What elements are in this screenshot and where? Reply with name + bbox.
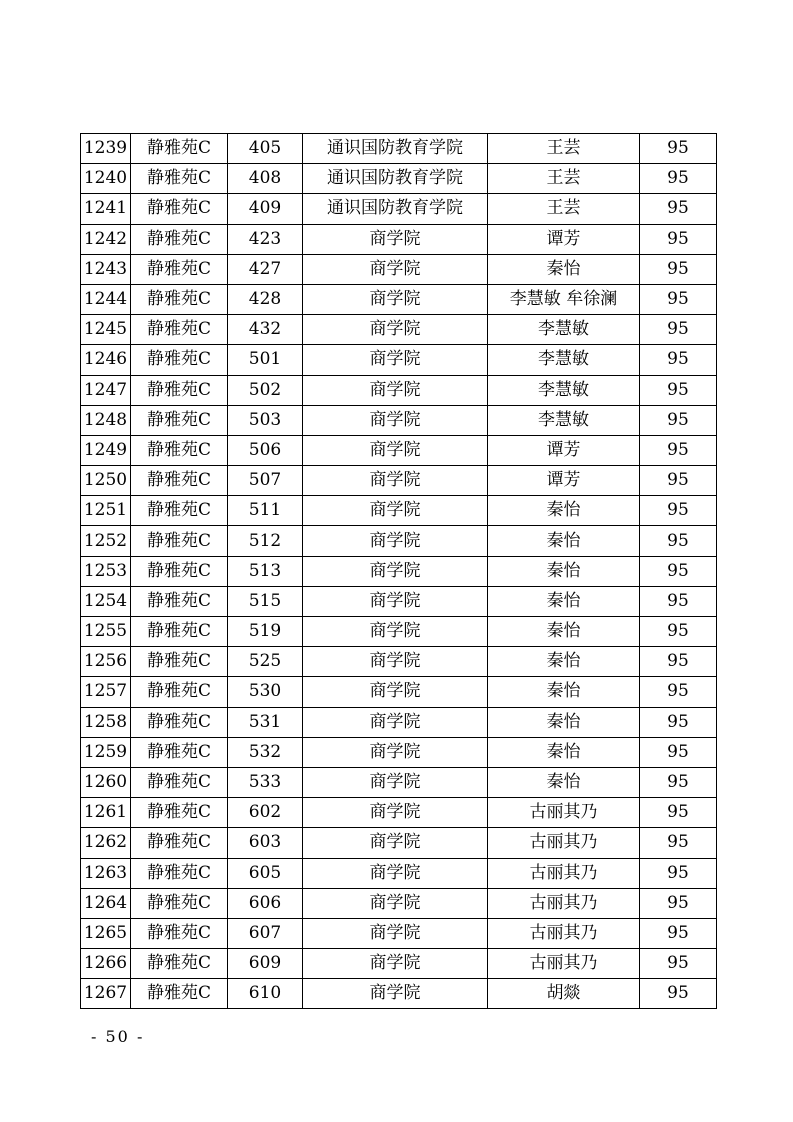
table-row bbox=[81, 707, 717, 737]
building-cell: 静雅苑C bbox=[131, 405, 228, 435]
score-cell: 95 bbox=[640, 647, 717, 677]
building-cell: 静雅苑C bbox=[131, 828, 228, 858]
building-cell: 静雅苑C bbox=[131, 315, 228, 345]
counselor-cell: 王芸 bbox=[488, 194, 640, 224]
table-row bbox=[81, 375, 717, 405]
room-cell: 519 bbox=[228, 617, 303, 647]
counselor-cell: 谭芳 bbox=[488, 435, 640, 465]
table-row bbox=[81, 345, 717, 375]
table-row bbox=[81, 617, 717, 647]
table-row bbox=[81, 435, 717, 465]
college-cell: 商学院 bbox=[303, 466, 488, 496]
room-cell: 405 bbox=[228, 134, 303, 164]
row-number-cell: 1265 bbox=[81, 918, 131, 948]
row-number-cell: 1240 bbox=[81, 164, 131, 194]
building-cell: 静雅苑C bbox=[131, 979, 228, 1009]
row-number-cell: 1257 bbox=[81, 677, 131, 707]
table-row bbox=[81, 647, 717, 677]
room-cell: 609 bbox=[228, 949, 303, 979]
table-row bbox=[81, 586, 717, 616]
building-cell: 静雅苑C bbox=[131, 586, 228, 616]
counselor-cell: 王芸 bbox=[488, 134, 640, 164]
row-number-cell: 1250 bbox=[81, 466, 131, 496]
score-cell: 95 bbox=[640, 556, 717, 586]
table-row bbox=[81, 466, 717, 496]
row-number-cell: 1256 bbox=[81, 647, 131, 677]
table-row bbox=[81, 828, 717, 858]
score-cell: 95 bbox=[640, 405, 717, 435]
building-cell: 静雅苑C bbox=[131, 707, 228, 737]
room-cell: 502 bbox=[228, 375, 303, 405]
table-row bbox=[81, 405, 717, 435]
room-cell: 408 bbox=[228, 164, 303, 194]
college-cell: 商学院 bbox=[303, 949, 488, 979]
counselor-cell: 秦怡 bbox=[488, 254, 640, 284]
room-cell: 605 bbox=[228, 858, 303, 888]
score-cell: 95 bbox=[640, 979, 717, 1009]
college-cell: 商学院 bbox=[303, 556, 488, 586]
room-cell: 432 bbox=[228, 315, 303, 345]
college-cell: 商学院 bbox=[303, 254, 488, 284]
room-cell: 532 bbox=[228, 737, 303, 767]
building-cell: 静雅苑C bbox=[131, 617, 228, 647]
table-row bbox=[81, 526, 717, 556]
college-cell: 通识国防教育学院 bbox=[303, 194, 488, 224]
college-cell: 商学院 bbox=[303, 647, 488, 677]
college-cell: 商学院 bbox=[303, 677, 488, 707]
score-cell: 95 bbox=[640, 254, 717, 284]
college-cell: 商学院 bbox=[303, 526, 488, 556]
room-cell: 427 bbox=[228, 254, 303, 284]
college-cell: 商学院 bbox=[303, 828, 488, 858]
building-cell: 静雅苑C bbox=[131, 224, 228, 254]
college-cell: 商学院 bbox=[303, 737, 488, 767]
college-cell: 通识国防教育学院 bbox=[303, 134, 488, 164]
counselor-cell: 秦怡 bbox=[488, 677, 640, 707]
building-cell: 静雅苑C bbox=[131, 556, 228, 586]
score-cell: 95 bbox=[640, 526, 717, 556]
counselor-cell: 李慧敏 bbox=[488, 345, 640, 375]
college-cell: 商学院 bbox=[303, 345, 488, 375]
table-row bbox=[81, 949, 717, 979]
building-cell: 静雅苑C bbox=[131, 888, 228, 918]
score-cell: 95 bbox=[640, 466, 717, 496]
college-cell: 商学院 bbox=[303, 979, 488, 1009]
row-number-cell: 1263 bbox=[81, 858, 131, 888]
building-cell: 静雅苑C bbox=[131, 134, 228, 164]
table-row bbox=[81, 496, 717, 526]
row-number-cell: 1260 bbox=[81, 767, 131, 797]
table-row bbox=[81, 194, 717, 224]
table-row bbox=[81, 556, 717, 586]
row-number-cell: 1262 bbox=[81, 828, 131, 858]
counselor-cell: 秦怡 bbox=[488, 647, 640, 677]
college-cell: 商学院 bbox=[303, 767, 488, 797]
counselor-cell: 古丽其乃 bbox=[488, 798, 640, 828]
college-cell: 商学院 bbox=[303, 284, 488, 314]
counselor-cell: 秦怡 bbox=[488, 737, 640, 767]
score-cell: 95 bbox=[640, 194, 717, 224]
building-cell: 静雅苑C bbox=[131, 496, 228, 526]
counselor-cell: 古丽其乃 bbox=[488, 888, 640, 918]
row-number-cell: 1246 bbox=[81, 345, 131, 375]
counselor-cell: 秦怡 bbox=[488, 526, 640, 556]
college-cell: 通识国防教育学院 bbox=[303, 164, 488, 194]
score-cell: 95 bbox=[640, 134, 717, 164]
dormitory-score-table bbox=[80, 133, 717, 1009]
counselor-cell: 李慧敏 bbox=[488, 315, 640, 345]
score-cell: 95 bbox=[640, 798, 717, 828]
room-cell: 428 bbox=[228, 284, 303, 314]
room-cell: 503 bbox=[228, 405, 303, 435]
room-cell: 525 bbox=[228, 647, 303, 677]
table-row bbox=[81, 918, 717, 948]
score-cell: 95 bbox=[640, 224, 717, 254]
room-cell: 506 bbox=[228, 435, 303, 465]
college-cell: 商学院 bbox=[303, 496, 488, 526]
building-cell: 静雅苑C bbox=[131, 767, 228, 797]
college-cell: 商学院 bbox=[303, 858, 488, 888]
score-cell: 95 bbox=[640, 284, 717, 314]
table-row bbox=[81, 798, 717, 828]
row-number-cell: 1254 bbox=[81, 586, 131, 616]
score-cell: 95 bbox=[640, 949, 717, 979]
counselor-cell: 古丽其乃 bbox=[488, 918, 640, 948]
college-cell: 商学院 bbox=[303, 617, 488, 647]
building-cell: 静雅苑C bbox=[131, 254, 228, 284]
building-cell: 静雅苑C bbox=[131, 345, 228, 375]
table-row bbox=[81, 858, 717, 888]
room-cell: 423 bbox=[228, 224, 303, 254]
table-row bbox=[81, 677, 717, 707]
counselor-cell: 秦怡 bbox=[488, 617, 640, 647]
college-cell: 商学院 bbox=[303, 918, 488, 948]
row-number-cell: 1239 bbox=[81, 134, 131, 164]
score-cell: 95 bbox=[640, 858, 717, 888]
table-row bbox=[81, 284, 717, 314]
counselor-cell: 古丽其乃 bbox=[488, 858, 640, 888]
score-cell: 95 bbox=[640, 315, 717, 345]
building-cell: 静雅苑C bbox=[131, 858, 228, 888]
row-number-cell: 1251 bbox=[81, 496, 131, 526]
building-cell: 静雅苑C bbox=[131, 737, 228, 767]
room-cell: 602 bbox=[228, 798, 303, 828]
building-cell: 静雅苑C bbox=[131, 798, 228, 828]
table-row bbox=[81, 737, 717, 767]
counselor-cell: 谭芳 bbox=[488, 466, 640, 496]
college-cell: 商学院 bbox=[303, 224, 488, 254]
row-number-cell: 1261 bbox=[81, 798, 131, 828]
table-row bbox=[81, 254, 717, 284]
score-cell: 95 bbox=[640, 888, 717, 918]
row-number-cell: 1253 bbox=[81, 556, 131, 586]
table-row bbox=[81, 767, 717, 797]
row-number-cell: 1264 bbox=[81, 888, 131, 918]
counselor-cell: 秦怡 bbox=[488, 556, 640, 586]
row-number-cell: 1243 bbox=[81, 254, 131, 284]
room-cell: 610 bbox=[228, 979, 303, 1009]
page-number: - 50 - bbox=[91, 1027, 145, 1046]
score-cell: 95 bbox=[640, 737, 717, 767]
counselor-cell: 胡燚 bbox=[488, 979, 640, 1009]
counselor-cell: 王芸 bbox=[488, 164, 640, 194]
table-row bbox=[81, 315, 717, 345]
building-cell: 静雅苑C bbox=[131, 435, 228, 465]
row-number-cell: 1242 bbox=[81, 224, 131, 254]
counselor-cell: 古丽其乃 bbox=[488, 828, 640, 858]
building-cell: 静雅苑C bbox=[131, 466, 228, 496]
score-cell: 95 bbox=[640, 345, 717, 375]
room-cell: 515 bbox=[228, 586, 303, 616]
row-number-cell: 1245 bbox=[81, 315, 131, 345]
score-cell: 95 bbox=[640, 918, 717, 948]
counselor-cell: 秦怡 bbox=[488, 767, 640, 797]
table-row bbox=[81, 888, 717, 918]
score-cell: 95 bbox=[640, 496, 717, 526]
row-number-cell: 1241 bbox=[81, 194, 131, 224]
room-cell: 531 bbox=[228, 707, 303, 737]
counselor-cell: 秦怡 bbox=[488, 586, 640, 616]
counselor-cell: 古丽其乃 bbox=[488, 949, 640, 979]
building-cell: 静雅苑C bbox=[131, 526, 228, 556]
row-number-cell: 1252 bbox=[81, 526, 131, 556]
counselor-cell: 秦怡 bbox=[488, 707, 640, 737]
counselor-cell: 秦怡 bbox=[488, 496, 640, 526]
college-cell: 商学院 bbox=[303, 586, 488, 616]
building-cell: 静雅苑C bbox=[131, 375, 228, 405]
building-cell: 静雅苑C bbox=[131, 918, 228, 948]
room-cell: 606 bbox=[228, 888, 303, 918]
building-cell: 静雅苑C bbox=[131, 949, 228, 979]
building-cell: 静雅苑C bbox=[131, 194, 228, 224]
building-cell: 静雅苑C bbox=[131, 647, 228, 677]
room-cell: 501 bbox=[228, 345, 303, 375]
building-cell: 静雅苑C bbox=[131, 284, 228, 314]
college-cell: 商学院 bbox=[303, 375, 488, 405]
row-number-cell: 1244 bbox=[81, 284, 131, 314]
row-number-cell: 1267 bbox=[81, 979, 131, 1009]
counselor-cell: 李慧敏 牟徐澜 bbox=[488, 284, 640, 314]
row-number-cell: 1248 bbox=[81, 405, 131, 435]
table-body bbox=[81, 134, 717, 1009]
score-cell: 95 bbox=[640, 375, 717, 405]
counselor-cell: 谭芳 bbox=[488, 224, 640, 254]
score-cell: 95 bbox=[640, 164, 717, 194]
row-number-cell: 1266 bbox=[81, 949, 131, 979]
table-row bbox=[81, 134, 717, 164]
row-number-cell: 1258 bbox=[81, 707, 131, 737]
building-cell: 静雅苑C bbox=[131, 677, 228, 707]
score-cell: 95 bbox=[640, 586, 717, 616]
row-number-cell: 1247 bbox=[81, 375, 131, 405]
building-cell: 静雅苑C bbox=[131, 164, 228, 194]
room-cell: 603 bbox=[228, 828, 303, 858]
college-cell: 商学院 bbox=[303, 888, 488, 918]
counselor-cell: 李慧敏 bbox=[488, 405, 640, 435]
college-cell: 商学院 bbox=[303, 315, 488, 345]
room-cell: 607 bbox=[228, 918, 303, 948]
counselor-cell: 李慧敏 bbox=[488, 375, 640, 405]
room-cell: 507 bbox=[228, 466, 303, 496]
room-cell: 511 bbox=[228, 496, 303, 526]
college-cell: 商学院 bbox=[303, 435, 488, 465]
score-cell: 95 bbox=[640, 617, 717, 647]
room-cell: 533 bbox=[228, 767, 303, 797]
college-cell: 商学院 bbox=[303, 707, 488, 737]
score-cell: 95 bbox=[640, 707, 717, 737]
table-row bbox=[81, 224, 717, 254]
score-cell: 95 bbox=[640, 435, 717, 465]
row-number-cell: 1249 bbox=[81, 435, 131, 465]
score-cell: 95 bbox=[640, 767, 717, 797]
score-cell: 95 bbox=[640, 828, 717, 858]
row-number-cell: 1259 bbox=[81, 737, 131, 767]
table-row bbox=[81, 164, 717, 194]
row-number-cell: 1255 bbox=[81, 617, 131, 647]
room-cell: 513 bbox=[228, 556, 303, 586]
room-cell: 512 bbox=[228, 526, 303, 556]
score-cell: 95 bbox=[640, 677, 717, 707]
room-cell: 409 bbox=[228, 194, 303, 224]
college-cell: 商学院 bbox=[303, 405, 488, 435]
table-row bbox=[81, 979, 717, 1009]
room-cell: 530 bbox=[228, 677, 303, 707]
college-cell: 商学院 bbox=[303, 798, 488, 828]
